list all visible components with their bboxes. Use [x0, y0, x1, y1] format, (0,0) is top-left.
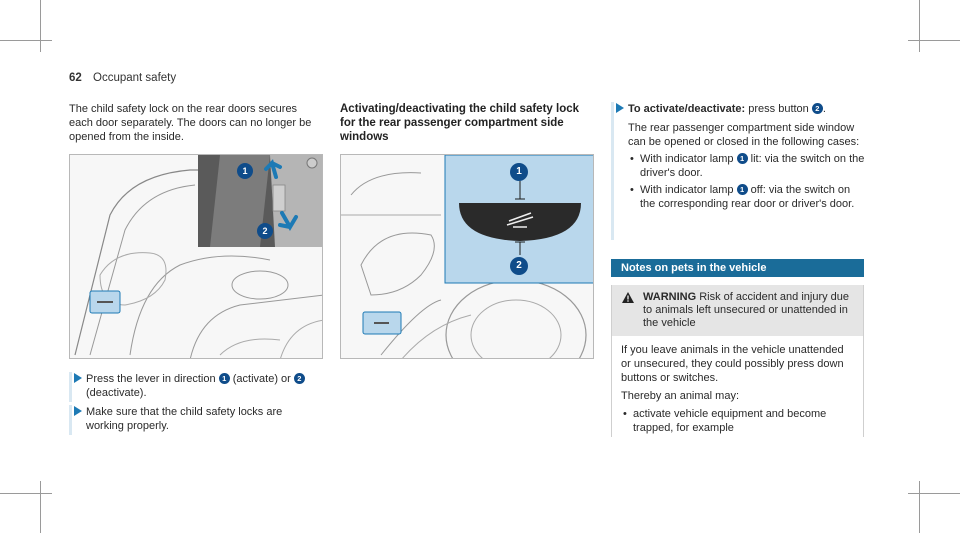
step-text: Make sure that the child safety locks are working properly.: [86, 406, 283, 432]
crop-mark: [908, 40, 960, 41]
crop-mark: [919, 481, 920, 533]
callout-1: 1: [737, 153, 748, 164]
figure-callout-1: 1: [510, 163, 528, 181]
crop-mark: [919, 0, 920, 52]
step-check-locks: [69, 405, 323, 435]
callout-1: 1: [219, 373, 230, 384]
notes-heading: Notes on pets in the vehicle: [611, 259, 864, 277]
warning-text: Risk of accident and injury due to animals left unsecured or unattended in the vehicle: [643, 291, 850, 329]
door-lock-figure: [69, 154, 323, 359]
warning-triangle-icon: [622, 292, 634, 303]
step-label: To activate/deactivate:: [628, 103, 746, 115]
step-arrow-icon: [616, 103, 624, 113]
callout-2: 2: [812, 103, 823, 114]
warning-label: WARNING: [643, 291, 697, 303]
warning-box: [611, 285, 864, 437]
section-name: Occupant safety: [93, 72, 177, 84]
window-cases-text: The rear passenger compartment side window can be opened or closed in the following cases:: [628, 122, 860, 148]
step-arrow-icon: [74, 373, 82, 383]
crop-mark: [908, 493, 960, 494]
crop-mark: [0, 40, 52, 41]
page-number: 62: [69, 72, 82, 84]
warning-body-text: If you leave animals in the vehicle unattended or unsecured, they could possibly press down buttons or switches.: [621, 344, 844, 384]
crop-mark: [40, 0, 41, 52]
column-1: [69, 102, 323, 144]
figure-callout-2: 2: [510, 257, 528, 275]
section-title-windows: Activating/deactivating the child safety lock for the rear passenger compartment side windows: [340, 103, 580, 143]
step-activate-deactivate: To activate/deactivate: press button 2 . The rear passenger compartment side window can be opened or closed in the following cases: • With indicator lamp 1 lit: via the switch on the driver's door. • With indicator lamp 1 off: via the switch on the corresponding rear door or driver's door.: [611, 102, 865, 240]
window-lock-figure: [340, 154, 594, 359]
step-arrow-icon: [74, 406, 82, 416]
dashboard-illustration: [341, 155, 594, 359]
crop-mark: [0, 493, 52, 494]
callout-2: 2: [294, 373, 305, 384]
page-header: [69, 72, 176, 84]
intro-text: The child safety lock on the rear doors secures each door separately. The doors can no longer be opened from the inside.: [69, 103, 312, 143]
step-text: (activate) or: [232, 373, 291, 385]
step-text: press button: [748, 103, 809, 115]
warning-body: [612, 336, 863, 442]
callout-1: 1: [737, 184, 748, 195]
door-interior-illustration: [70, 155, 323, 359]
list-item: • With indicator lamp 1 lit: via the switch on the driver's door.: [628, 152, 865, 180]
list-item: • With indicator lamp 1 off: via the switch on the corresponding rear door or driver's door.: [628, 183, 865, 211]
warning-header: [612, 285, 863, 336]
crop-mark: [40, 481, 41, 533]
step-press-lever: [69, 372, 323, 402]
list-item: • activate vehicle equipment and become trapped, for example: [621, 407, 854, 435]
step-text: (deactivate).: [86, 387, 147, 399]
figure-callout-1: 1: [237, 163, 253, 179]
column-2: [340, 102, 594, 144]
step-text: Press the lever in direction: [86, 373, 216, 385]
warning-body-text: Thereby an animal may:: [621, 390, 739, 402]
figure-callout-2: 2: [257, 223, 273, 239]
